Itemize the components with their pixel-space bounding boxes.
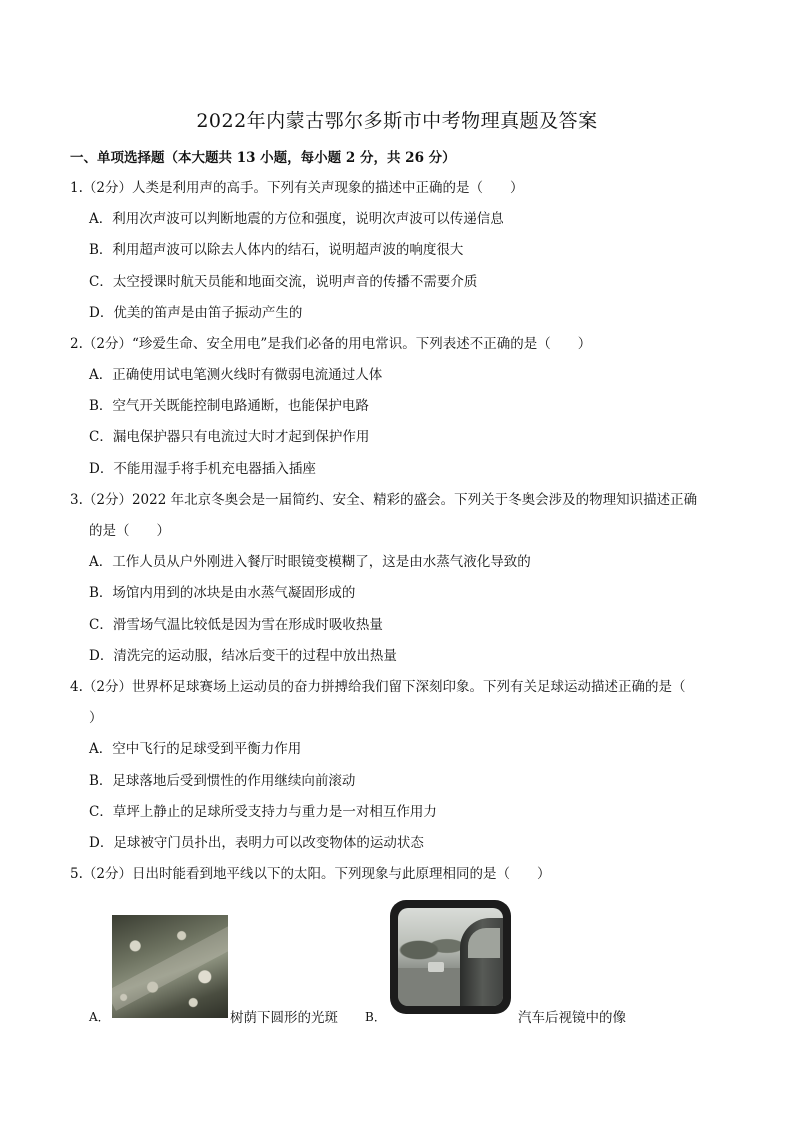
section-heading: 一、单项选择题（本大题共 13 小题，每小题 2 分，共 26 分） [70, 150, 456, 166]
question-4-option-a: A．空中飞行的足球受到平衡力作用 [89, 741, 302, 757]
question-4-option-c: C．草坪上静止的足球所受支持力与重力是一对相互作用力 [89, 804, 437, 820]
question-2-option-a: A．正确使用试电笔测火线时有微弱电流通过人体 [89, 367, 383, 383]
question-5-option-b-letter: B． [365, 1010, 386, 1024]
page-title: 2022年内蒙古鄂尔多斯市中考物理真题及答案 [196, 110, 598, 132]
mirror-car-window [468, 928, 500, 958]
question-2-option-d: D．不能用湿手将手机充电器插入插座 [89, 461, 316, 477]
car-rearview-mirror-photo [388, 898, 517, 1018]
question-1-option-d: D．优美的笛声是由笛子振动产生的 [89, 305, 303, 321]
question-3-option-a: A．工作人员从户外刚进入餐厅时眼镜变模糊了，这是由水蒸气液化导致的 [89, 554, 531, 570]
tree-shade-light-spots-photo [112, 915, 228, 1018]
mirror-trees [398, 926, 468, 966]
question-1-stem: 1.（2分）人类是利用声的高手。下列有关声现象的描述中正确的是（ ） [70, 180, 524, 196]
question-5-option-a-caption: 树荫下圆形的光斑 [230, 1010, 338, 1026]
question-5-option-b-caption: 汽车后视镜中的像 [518, 1010, 626, 1026]
question-1-option-c: C．太空授课时航天员能和地面交流，说明声音的传播不需要介质 [89, 274, 478, 290]
question-2-option-b: B．空气开关既能控制电路通断，也能保护电路 [89, 398, 369, 414]
sunlit-path-streak [112, 921, 228, 1011]
question-3-option-d: D．清洗完的运动服，结冰后变干的过程中放出热量 [89, 648, 397, 664]
question-2-stem: 2.（2分）“珍爱生命、安全用电”是我们必备的用电常识。下列表述不正确的是（ ） [70, 336, 592, 352]
question-4-stem-continued: ） [89, 710, 103, 726]
question-4-option-d: D．足球被守门员扑出，表明力可以改变物体的运动状态 [89, 835, 424, 851]
question-3-stem-continued: 的是（ ） [89, 523, 170, 539]
question-3-stem: 3.（2分）2022 年北京冬奥会是一届简约、安全、精彩的盛会。下列关于冬奥会涉及的物理知识描述正确 [70, 492, 698, 508]
question-5-option-a-letter: A． [89, 1010, 110, 1024]
mirror-frame [390, 900, 511, 1014]
question-3-option-c: C．滑雪场气温比较低是因为雪在形成时吸收热量 [89, 617, 383, 633]
question-1-option-b: B．利用超声波可以除去人体内的结石，说明超声波的响度很大 [89, 242, 464, 258]
mirror-glass [398, 908, 503, 1006]
mirror-distant-car [428, 962, 444, 972]
question-3-option-b: B．场馆内用到的冰块是由水蒸气凝固形成的 [89, 585, 356, 601]
question-4-stem: 4.（2分）世界杯足球赛场上运动员的奋力拼搏给我们留下深刻印象。下列有关足球运动描述正确的是（ [70, 679, 686, 695]
question-4-option-b: B．足球落地后受到惯性的作用继续向前滚动 [89, 773, 356, 789]
question-5-stem: 5.（2分）日出时能看到地平线以下的太阳。下列现象与此原理相同的是（ ） [70, 866, 551, 882]
question-1-option-a: A．利用次声波可以判断地震的方位和强度，说明次声波可以传递信息 [89, 211, 504, 227]
question-2-option-c: C．漏电保护器只有电流过大时才起到保护作用 [89, 429, 370, 445]
